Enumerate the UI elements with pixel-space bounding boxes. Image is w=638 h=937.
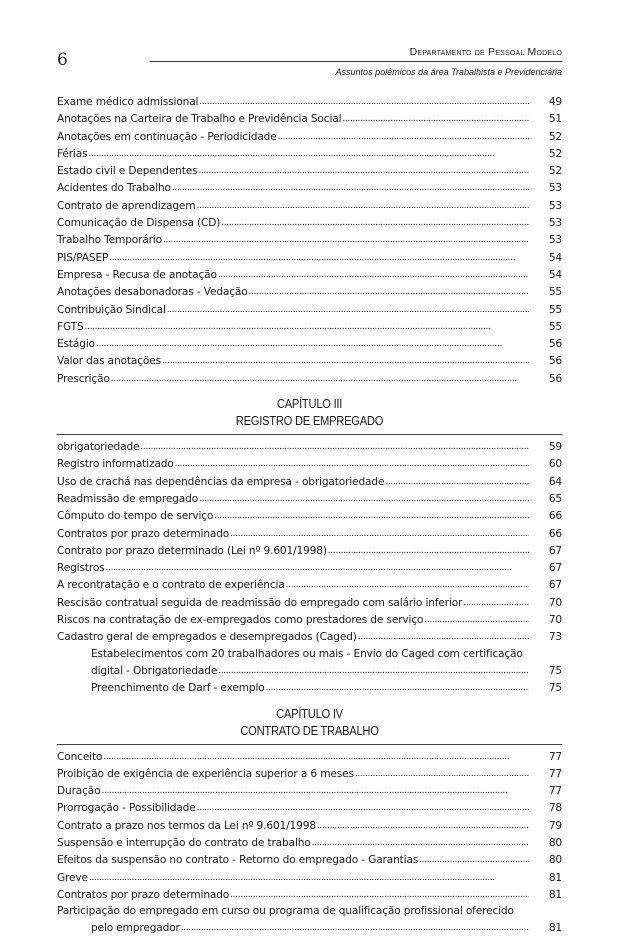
toc-entry[interactable] (57, 249, 562, 266)
toc-entry-page: 77 (548, 767, 562, 780)
toc-leader-dots (88, 145, 529, 162)
toc-leader-dots (419, 851, 529, 868)
toc-leader-dots (266, 679, 529, 696)
toc-leader-dots (355, 765, 529, 782)
toc-leader-dots (106, 559, 529, 576)
toc-entry-title: Proibição de exigência de experiência superior a 6 meses (57, 767, 354, 780)
toc-entry[interactable] (57, 93, 562, 110)
chapter-label: CAPÍTULO IV (276, 705, 343, 721)
toc-entry-title: A recontratação e o contrato de experiência (57, 579, 285, 592)
toc-entry-title: Suspensão e interrupção do contrato de trabalho (57, 836, 311, 849)
toc-entry[interactable] (57, 507, 562, 524)
toc-entry-page: 55 (548, 286, 562, 299)
toc-entry-title: Contratos por prazo determinado (57, 888, 230, 901)
toc-leader-dots (424, 611, 529, 628)
toc-entry-page: 53 (548, 199, 562, 212)
toc-entry-title: PIS/PASEP (57, 251, 109, 264)
toc-entry-page: 54 (548, 251, 562, 264)
toc-leader-dots (101, 782, 529, 799)
toc-leader-dots (385, 473, 529, 490)
toc-entry[interactable] (57, 525, 562, 542)
toc-entry-page: 49 (548, 96, 562, 108)
toc-entry-title: Comunicação de Dispensa (CD) (57, 217, 221, 230)
toc-leader-dots (214, 507, 529, 524)
chapter-label: CAPÍTULO III (276, 396, 343, 412)
toc-leader-dots (140, 438, 529, 455)
toc-entry-page: 67 (548, 562, 562, 575)
toc-entry[interactable] (57, 559, 562, 576)
toc-entry-page: 53 (548, 234, 562, 247)
toc-entry[interactable] (57, 799, 562, 816)
toc-entry-page: 54 (548, 268, 562, 281)
toc-entry-title: FGTS (57, 320, 84, 333)
toc-entry-title: Duração (57, 785, 101, 798)
toc-entry-page: 64 (548, 475, 562, 488)
chapter-rule (57, 744, 562, 745)
toc-entry[interactable] (57, 335, 562, 352)
header-subtitle: Assuntos polêmicos da área Trabalhista e Previdenciária (335, 67, 562, 77)
toc-entry-page: 56 (548, 355, 562, 368)
toc-entry[interactable] (57, 851, 562, 868)
toc-entry[interactable] (57, 110, 562, 127)
page-number: 6 (57, 50, 68, 70)
toc-entry-page: 81 (548, 888, 562, 901)
toc-leader-dots (89, 869, 529, 886)
toc-leader-dots (199, 490, 529, 507)
toc-entry[interactable] (57, 490, 562, 507)
toc-entry-title: Readmissão de empregado (57, 492, 199, 505)
toc-leader-dots (163, 231, 529, 248)
chapter-title: CONTRATO DE TRABALHO (240, 722, 379, 738)
toc-leader-dots (312, 834, 529, 851)
toc-entry-title: Greve (57, 871, 88, 884)
toc-entry-page: 65 (548, 492, 562, 505)
toc-entry-page: 56 (548, 372, 562, 385)
toc-entry-page: 81 (548, 922, 562, 935)
toc-entry-title[interactable]: Participação do empregado em curso ou programa de qualificação profissional oferecido (57, 905, 514, 918)
toc-leader-dots (317, 817, 529, 834)
toc-entry-page: 70 (548, 596, 562, 609)
toc-leader-dots (109, 249, 529, 266)
toc-entry-title: Riscos na contratação de ex-empregados como prestadores de serviço (57, 614, 424, 627)
toc-entry-title: obrigatoriedade (57, 441, 140, 454)
toc-leader-dots (175, 455, 529, 472)
toc-entry[interactable] (57, 214, 562, 231)
toc-leader-dots (328, 542, 529, 559)
toc-entry-page: 51 (548, 113, 562, 126)
toc-entry-title: Contrato de aprendizagem (57, 199, 196, 212)
toc-entry-page: 52 (548, 147, 562, 160)
toc-entry[interactable] (57, 611, 562, 628)
header-rule (150, 61, 562, 62)
toc-entry-title: Efeitos da suspensão no contrato - Retorno do empregado - Garantias (57, 854, 419, 867)
toc-entry-title: Contribuição Sindical (57, 303, 166, 316)
toc-entry-page: 56 (548, 338, 562, 351)
toc-chapter-3 (57, 438, 562, 646)
toc-entry-title: Acidentes do Trabalho (57, 182, 171, 195)
toc-entry-page: 80 (548, 854, 562, 867)
toc-entry[interactable] (57, 162, 562, 179)
toc-entry[interactable] (57, 301, 562, 318)
toc-entry-page: 55 (548, 320, 562, 333)
toc-leader-dots (111, 370, 529, 387)
toc-entry-page: 52 (548, 165, 562, 178)
toc-entry-title: Prorrogação - Possibilidade (57, 802, 196, 815)
toc-entry-page: 75 (548, 664, 562, 677)
toc-entry-page: 55 (548, 303, 562, 316)
toc-entry-page: 70 (548, 614, 562, 627)
toc-chapter-4 (57, 748, 562, 904)
toc-leader-dots (278, 128, 529, 145)
toc-leader-dots (218, 266, 529, 283)
toc-leader-dots (85, 318, 529, 335)
toc-entry[interactable] (57, 679, 562, 696)
toc-entry-title: Contrato a prazo nos termos da Lei nº 9.601/1998 (57, 819, 316, 832)
toc-entry-page: 60 (548, 458, 562, 471)
toc-entry-page: 67 (548, 544, 562, 557)
toc-entry-title: Uso de crachá nas dependências da empresa - obrigatoriedade (57, 475, 385, 488)
toc-entry-page: 53 (548, 182, 562, 195)
toc-entry-title: Férias (57, 147, 88, 160)
toc-entry-page: 77 (548, 750, 562, 763)
toc-entry-title: Contrato por prazo determinado (Lei nº 9.601/1998) (57, 544, 327, 557)
toc-entry-page: 80 (548, 836, 562, 849)
toc-entry-title: Anotações na Carteira de Trabalho e Previdência Social (57, 113, 342, 126)
toc-entry-title: Estado civil e Dependentes (57, 165, 198, 178)
toc-entry-title: digital - Obrigatoriedade (91, 664, 218, 677)
toc-entry-title: Registro informatizado (57, 458, 174, 471)
toc-leader-dots (249, 283, 529, 300)
toc-entry-page: 52 (548, 130, 562, 143)
chapter-title: REGISTRO DE EMPREGADO (235, 413, 384, 429)
toc-entry-title: Cômputo do tempo de serviço (57, 510, 214, 523)
toc-entry[interactable] (57, 919, 562, 936)
toc-leader-dots (181, 919, 529, 936)
toc-entry[interactable] (57, 352, 562, 369)
toc-leader-dots (230, 525, 529, 542)
toc-leader-dots (199, 93, 529, 110)
toc-entry-page: 73 (548, 631, 562, 644)
toc-leader-dots (358, 628, 529, 645)
toc-entry[interactable] (57, 128, 562, 145)
chapter-3-heading (57, 395, 562, 429)
toc-entry[interactable] (57, 817, 562, 834)
toc-leader-dots (167, 301, 529, 318)
toc-entry[interactable] (57, 473, 562, 490)
toc-entry[interactable] (57, 145, 562, 162)
toc-entry[interactable] (57, 197, 562, 214)
toc-leader-dots (103, 748, 529, 765)
toc-entry-title[interactable]: Estabelecimentos com 20 trabalhadores ou mais - Envio do Caged com certificação (91, 647, 523, 660)
toc-entry-title: Anotações em continuação - Periodicidade (57, 130, 277, 143)
toc-entry-title: Contratos por prazo determinado (57, 527, 230, 540)
toc-sub-multiline (57, 646, 562, 680)
toc-leader-dots (196, 197, 529, 214)
toc-leader-dots (218, 662, 529, 679)
toc-entry[interactable] (57, 231, 562, 248)
toc-entry[interactable] (57, 748, 562, 765)
toc-entry-page: 79 (548, 819, 562, 832)
toc-entry-page: 66 (548, 510, 562, 523)
toc-entry-page: 77 (548, 785, 562, 798)
toc-entry[interactable] (57, 576, 562, 593)
toc-entry[interactable] (57, 318, 562, 335)
toc-entry-title: Estágio (57, 338, 95, 351)
toc-entry[interactable] (57, 834, 562, 851)
toc-entry[interactable] (57, 266, 562, 283)
toc-leader-dots (197, 799, 529, 816)
toc-entry-title: Prescrição (57, 372, 110, 385)
toc-entry[interactable] (57, 594, 562, 611)
toc-leader-dots (172, 179, 529, 196)
toc-entry-title: Rescisão contratual seguida de readmissão do empregado com salário inferior (57, 596, 463, 609)
toc-entry-title: Valor das anotações (57, 355, 161, 368)
toc-entry[interactable] (57, 283, 562, 300)
toc-leader-dots (96, 335, 529, 352)
toc-leader-dots (286, 576, 529, 593)
toc-leader-dots (221, 214, 529, 231)
toc-entry-title: Empresa - Recusa de anotação (57, 268, 217, 281)
toc-entry[interactable] (57, 542, 562, 559)
toc-entry-page: 81 (548, 871, 562, 884)
toc-entry-title: Cadastro geral de empregados e desempregados (Caged) (57, 631, 357, 644)
toc-leader-dots (199, 162, 530, 179)
toc-entry[interactable] (57, 438, 562, 455)
header-title: Departamento de Pessoal Modelo (409, 46, 562, 58)
toc-entry-title: Preenchimento de Darf - exemplo (91, 682, 265, 695)
toc-entry-title: pelo empregador (91, 922, 180, 935)
toc-entry-page: 75 (548, 682, 562, 695)
toc-entry-page: 53 (548, 217, 562, 230)
toc-leader-dots (230, 886, 529, 903)
toc-entry-title: Exame médico admissional (57, 96, 199, 108)
toc-entry-title: Registros (57, 562, 105, 575)
toc-entry[interactable] (57, 886, 562, 903)
toc-entry-title: Conceito (57, 750, 103, 763)
toc-entry-page: 66 (548, 527, 562, 540)
toc-entry[interactable] (57, 869, 562, 886)
toc-entry[interactable] (57, 179, 562, 196)
toc-leader-dots (342, 110, 529, 127)
toc-entry-page: 67 (548, 579, 562, 592)
toc-entry-page: 59 (548, 441, 562, 454)
toc-entry-title: Trabalho Temporário (57, 234, 162, 247)
toc-entry[interactable] (57, 370, 562, 387)
table-of-contents (57, 93, 562, 937)
toc-section-1 (57, 93, 562, 387)
toc-entry[interactable] (57, 455, 562, 472)
toc-entry-title: Anotações desabonadoras - Vedação (57, 286, 248, 299)
toc-entry[interactable] (57, 782, 562, 799)
chapter-rule (57, 434, 562, 435)
toc-entry[interactable] (57, 628, 562, 645)
toc-leader-dots (162, 352, 529, 369)
chapter-4-heading (57, 705, 562, 739)
toc-entry-page: 78 (548, 802, 562, 815)
toc-leader-dots (463, 594, 529, 611)
toc-entry[interactable] (57, 662, 562, 679)
toc-entry[interactable] (57, 765, 562, 782)
